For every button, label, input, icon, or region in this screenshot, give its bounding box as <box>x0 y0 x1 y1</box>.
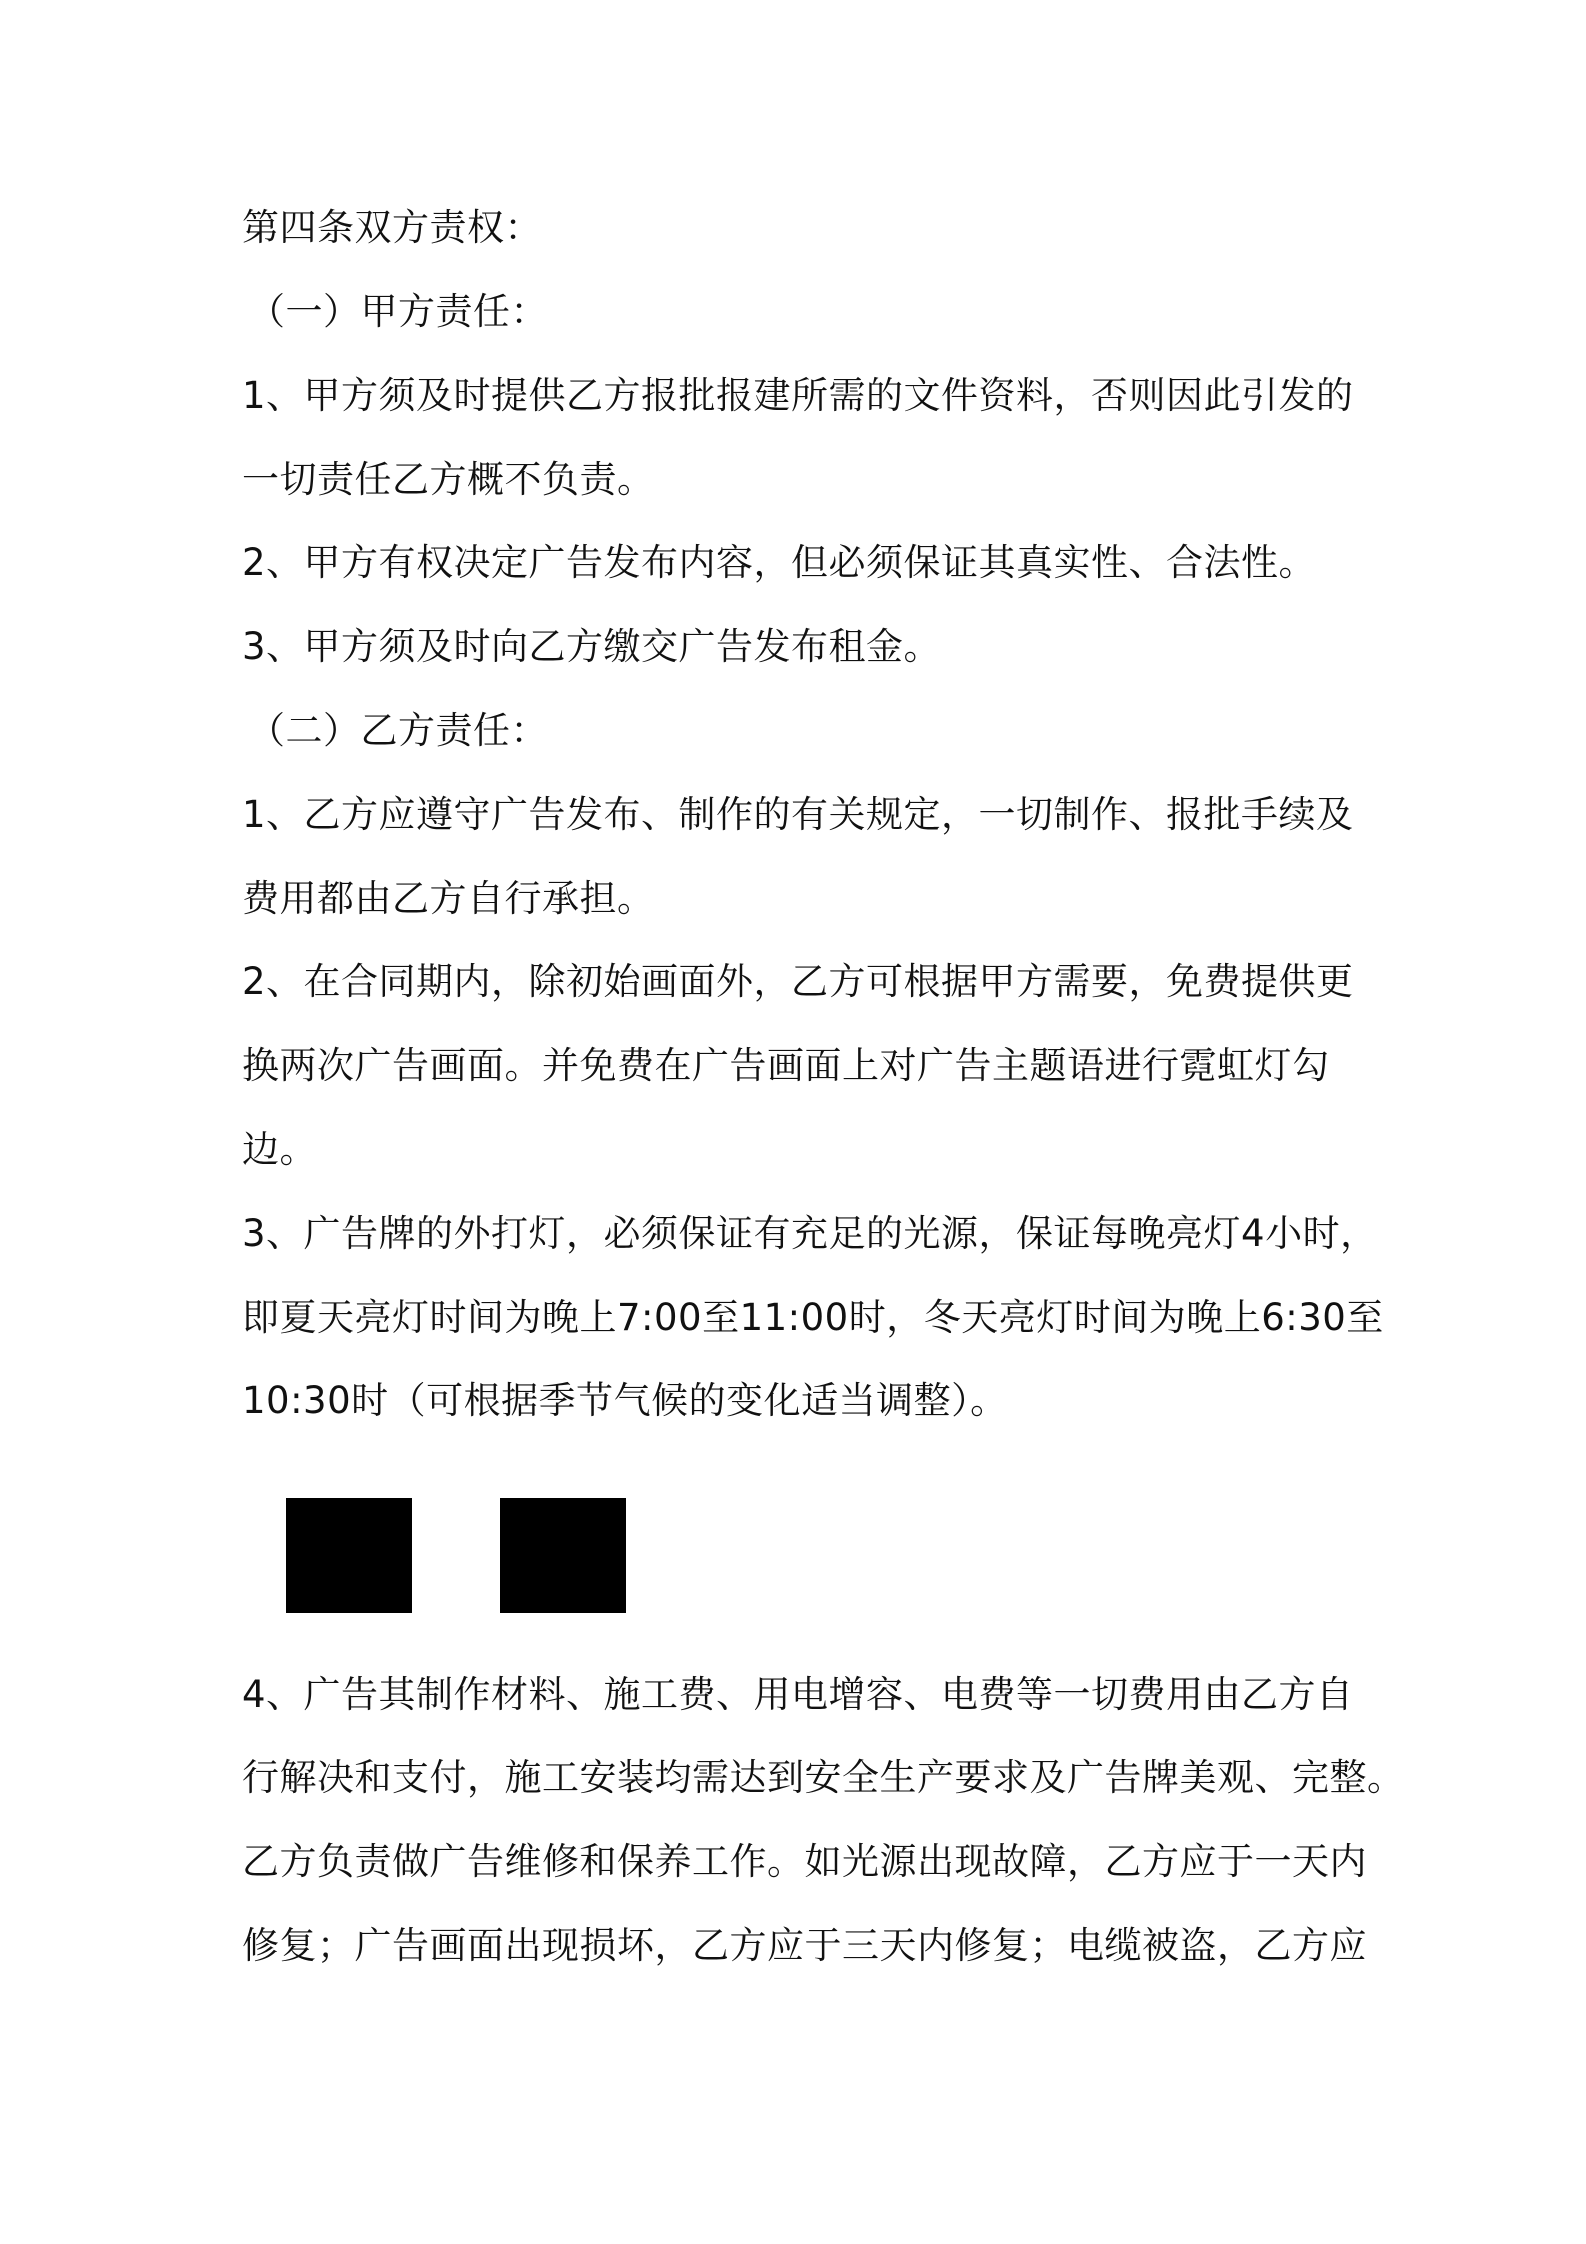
paragraph-line: 乙方负责做广告维修和保养工作。如光源出现故障，乙方应于一天内 <box>242 1840 1367 1883</box>
article-heading: 第四条双方责权： <box>242 206 542 249</box>
paragraph-line: 修复；广告画面出现损坏，乙方应于三天内修复；电缆被盗，乙方应 <box>242 1924 1367 1967</box>
paragraph-line: 1、甲方须及时提供乙方报批报建所需的文件资料，否则因此引发的 <box>242 374 1354 417</box>
section-heading-party-a: （一）甲方责任： <box>248 290 548 333</box>
paragraph-line: 10:30时（可根据季节气候的变化适当调整）。 <box>242 1379 1008 1422</box>
paragraph-line: 即夏天亮灯时间为晚上7:00至11:00时，冬天亮灯时间为晚上6:30至 <box>242 1296 1384 1339</box>
redaction-block <box>500 1498 626 1613</box>
paragraph-line: 费用都由乙方自行承担。 <box>242 877 655 920</box>
section-heading-party-b: （二）乙方责任： <box>248 709 548 752</box>
redaction-block <box>286 1498 412 1613</box>
paragraph-line: 行解决和支付，施工安装均需达到安全生产要求及广告牌美观、完整。 <box>242 1756 1405 1799</box>
paragraph-line: 3、甲方须及时向乙方缴交广告发布租金。 <box>242 625 942 668</box>
paragraph-line: 2、在合同期内，除初始画面外，乙方可根据甲方需要，免费提供更 <box>242 960 1354 1003</box>
paragraph-line: 2、甲方有权决定广告发布内容，但必须保证其真实性、合法性。 <box>242 541 1317 584</box>
paragraph-line: 一切责任乙方概不负责。 <box>242 458 655 501</box>
paragraph-line: 4、广告其制作材料、施工费、用电增容、电费等一切费用由乙方自 <box>242 1673 1354 1716</box>
paragraph-line: 1、乙方应遵守广告发布、制作的有关规定，一切制作、报批手续及 <box>242 793 1354 836</box>
paragraph-line: 换两次广告画面。并免费在广告画面上对广告主题语进行霓虹灯勾 <box>242 1044 1330 1087</box>
paragraph-line: 3、广告牌的外打灯，必须保证有充足的光源，保证每晚亮灯4小时， <box>242 1212 1378 1255</box>
paragraph-line: 边。 <box>242 1128 317 1171</box>
